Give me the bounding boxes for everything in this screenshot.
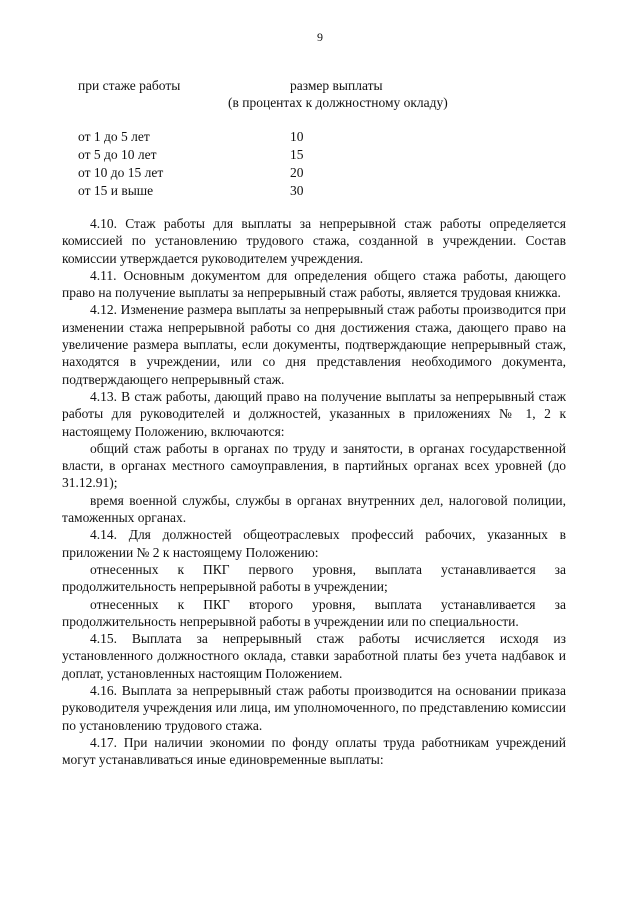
table-row xyxy=(78,164,578,182)
payment-table-header xyxy=(78,78,578,114)
paragraph-4-10: 4.10. Стаж работы для выплаты за непрерывной стаж работы определяется комиссией по установлению трудового стажа, созданной в учреждении. Состав комиссии утверждается руководителем учреждения. xyxy=(62,216,566,266)
paragraph-4-14: 4.14. Для должностей общеотраслевых профессий рабочих, указанных в приложении № 2 к настоящему Положению: xyxy=(62,527,566,560)
table-row xyxy=(78,182,578,200)
paragraph-4-14-item-1: отнесенных к ПКГ первого уровня, выплата устанавливается за продолжительность непрерывной работы в учреждении; xyxy=(62,561,566,595)
payment-percent: 10 xyxy=(290,129,304,144)
header-payment-size: размер выплаты xyxy=(290,78,383,93)
paragraph-4-13-item-1: общий стаж работы в органах по труду и занятости, в органах государственной власти, в органах местного самоуправления, в партийных органах всех уровней (до 31.12.91); xyxy=(62,440,566,491)
table-row xyxy=(78,146,578,164)
paragraph-4-14-item-2: отнесенных к ПКГ второго уровня, выплата устанавливается за продолжительность непрерывной работы в учреждении или по специальности. xyxy=(62,596,566,629)
experience-range: от 10 до 15 лет xyxy=(78,165,164,180)
payment-table xyxy=(78,78,578,198)
payment-table-rows xyxy=(78,128,578,200)
paragraph-4-13-item-2: время военной службы, службы в органах внутренних дел, налоговой полиции, таможенных органах. xyxy=(62,492,566,526)
paragraph-4-11: 4.11. Основным документом для определения общего стажа работы, дающего право на получение выплаты за непрерывный стаж работы, является трудовая книжка. xyxy=(62,267,566,301)
payment-percent: 30 xyxy=(290,183,304,198)
header-experience: при стаже работы xyxy=(78,78,181,93)
paragraph-4-17: 4.17. При наличии экономии по фонду оплаты труда работникам учреждений могут устанавливаться иные единовременные выплаты: xyxy=(62,734,566,768)
payment-percent: 20 xyxy=(290,165,304,180)
paragraph-4-12: 4.12. Изменение размера выплаты за непрерывный стаж работы производится при изменении стажа непрерывной работы со дня достижения стажа, дающего право на увеличение размера выплаты, если документы, подтверждающие непрерывный стаж, находятся в учреждении, или со дня представления необходимого документа, подтверждающего непрерывный стаж. xyxy=(62,302,566,387)
paragraph-4-16: 4.16. Выплата за непрерывный стаж работы производится на основании приказа руководителя учреждения или лица, им уполномоченного, по представлению комиссии по установлению трудового стажа. xyxy=(62,683,566,733)
page-number: 9 xyxy=(317,30,323,44)
header-payment-unit: (в процентах к должностному окладу) xyxy=(228,95,448,110)
experience-range: от 1 до 5 лет xyxy=(78,129,150,144)
experience-range: от 5 до 10 лет xyxy=(78,147,157,162)
paragraph-4-13: 4.13. В стаж работы, дающий право на получение выплаты за непрерывный стаж работы для руководителей и должностей, указанных в приложениях № 1, 2 к настоящему Положению, включаются: xyxy=(62,388,566,439)
payment-percent: 15 xyxy=(290,147,304,162)
paragraph-4-15: 4.15. Выплата за непрерывный стаж работы исчисляется исходя из установленного должностного оклада, ставки заработной платы без учета надбавок и доплат, установленных настоящим Положением. xyxy=(62,631,566,681)
table-row xyxy=(78,128,578,146)
experience-range: от 15 и выше xyxy=(78,183,154,198)
document-body xyxy=(62,215,566,769)
